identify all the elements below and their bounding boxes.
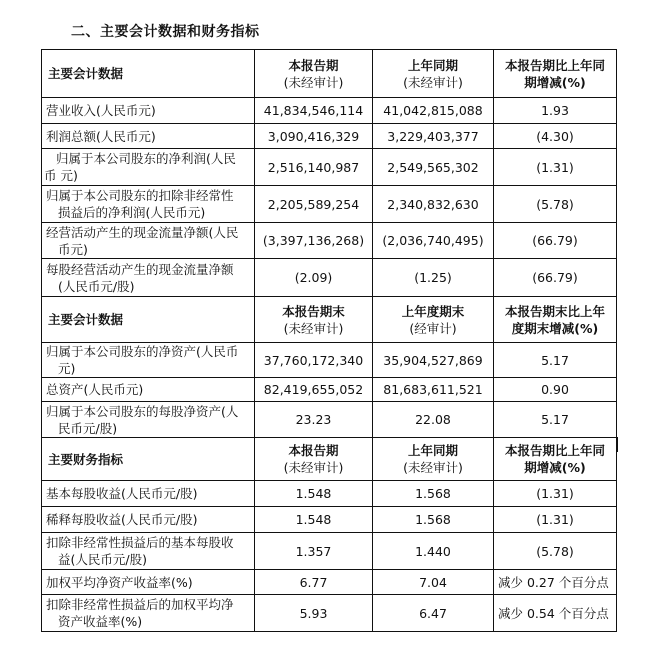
row-label-line1: 归属于本公司股东的每股净资产(人 — [46, 403, 239, 419]
row-label-line1: 营业收入(人民币元) — [46, 103, 156, 118]
header-change-line1: 本报告期比上年同 — [504, 443, 605, 458]
row-change: 减少 0.54 个百分点 — [494, 595, 617, 632]
row-prior: 3,229,403,377 — [373, 124, 494, 149]
header-current-sub: (未经审计) — [283, 460, 344, 475]
header-current-main: 本报告期 — [288, 57, 339, 73]
row-label-line1: 总资产(人民币元) — [46, 382, 144, 397]
row-change: (66.79) — [494, 259, 617, 297]
row-prior: 2,549,565,302 — [373, 149, 494, 186]
row-current: (2.09) — [255, 259, 373, 297]
row-current: 23.23 — [255, 402, 373, 438]
row-current: 41,834,546,114 — [255, 98, 373, 124]
header-prior-main: 上年度期末 — [401, 303, 465, 319]
row-label-line2: 币元) — [58, 241, 88, 257]
row-label — [42, 378, 255, 402]
header-current — [255, 438, 373, 481]
row-label — [42, 98, 255, 124]
table-header-row — [42, 50, 617, 98]
table-header-row — [42, 297, 617, 343]
row-label-line1: 基本每股收益(人民币元/股) — [46, 486, 198, 501]
row-change: (5.78) — [494, 533, 617, 570]
row-prior: 2,340,832,630 — [373, 186, 494, 223]
row-change: 1.93 — [494, 98, 617, 124]
text-cursor — [616, 437, 618, 452]
row-prior: 1.568 — [373, 507, 494, 533]
table-row — [42, 259, 617, 297]
row-prior: 6.47 — [373, 595, 494, 632]
header-prior-sub: (未经审计) — [403, 460, 463, 475]
row-label — [42, 223, 255, 259]
row-current: 3,090,416,329 — [255, 124, 373, 149]
row-change: 5.17 — [494, 402, 617, 438]
row-label — [42, 186, 255, 223]
row-label-line1: 归属于本公司股东的净资产(人民币 — [46, 344, 239, 359]
row-prior: 22.08 — [373, 402, 494, 438]
financial-data-table — [41, 49, 617, 632]
header-prior-sub: (经审计) — [409, 320, 457, 336]
header-label: 主要财务指标 — [42, 438, 255, 481]
row-prior: (2,036,740,495) — [373, 223, 494, 259]
header-current — [255, 297, 373, 343]
row-current: 2,205,589,254 — [255, 186, 373, 223]
row-label — [42, 595, 255, 632]
row-label — [42, 533, 255, 570]
row-change: (1.31) — [494, 149, 617, 186]
table-row — [42, 507, 617, 533]
header-current — [255, 50, 373, 98]
header-change — [494, 50, 617, 98]
header-current-sub: (未经审计) — [283, 74, 344, 90]
row-change: (1.31) — [494, 481, 617, 507]
row-current: 6.77 — [255, 570, 373, 595]
table-row — [42, 570, 617, 595]
row-change: (66.79) — [494, 223, 617, 259]
row-label — [42, 481, 255, 507]
row-current: (3,397,136,268) — [255, 223, 373, 259]
row-prior: 1.440 — [373, 533, 494, 570]
row-current: 1.357 — [255, 533, 373, 570]
header-prior — [373, 297, 494, 343]
header-label: 主要会计数据 — [42, 50, 255, 98]
row-label — [42, 259, 255, 297]
row-change: 5.17 — [494, 343, 617, 378]
row-prior: 41,042,815,088 — [373, 98, 494, 124]
row-current: 2,516,140,987 — [255, 149, 373, 186]
row-label-line2: (人民币元/股) — [58, 278, 135, 294]
table-row — [42, 149, 617, 186]
row-label — [42, 402, 255, 438]
table-header-row — [42, 438, 617, 481]
row-label-line1: 归属于本公司股东的扣除非经常性 — [46, 188, 234, 203]
row-prior: 7.04 — [373, 570, 494, 595]
header-prior-sub: (未经审计) — [403, 74, 463, 90]
header-change-line1: 本报告期末比上年 — [504, 303, 605, 319]
row-label — [42, 343, 255, 378]
row-current: 37,760,172,340 — [255, 343, 373, 378]
row-label-line1: 稀释每股收益(人民币元/股) — [46, 512, 198, 527]
header-current-sub: (未经审计) — [283, 320, 344, 336]
header-label: 主要会计数据 — [42, 297, 255, 343]
table-row — [42, 124, 617, 149]
row-current: 1.548 — [255, 507, 373, 533]
table-row — [42, 98, 617, 124]
row-current: 82,419,655,052 — [255, 378, 373, 402]
row-label-line1: 加权平均净资产收益率(%) — [46, 574, 193, 590]
header-current-main: 本报告期 — [288, 443, 339, 458]
row-label — [42, 507, 255, 533]
header-prior — [373, 438, 494, 481]
header-change-line2: 期增减(%) — [524, 460, 586, 475]
row-change: 减少 0.27 个百分点 — [494, 570, 617, 595]
row-change: (4.30) — [494, 124, 617, 149]
row-current: 1.548 — [255, 481, 373, 507]
row-change: (5.78) — [494, 186, 617, 223]
row-label-line2: 资产收益率(%) — [58, 614, 143, 629]
table-row — [42, 595, 617, 632]
row-prior: 1.568 — [373, 481, 494, 507]
row-change: (1.31) — [494, 507, 617, 533]
header-change — [494, 297, 617, 343]
header-change-line1: 本报告期比上年同 — [504, 57, 605, 73]
header-change — [494, 438, 617, 481]
row-prior: 35,904,527,869 — [373, 343, 494, 378]
section-title: 二、主要会计数据和财务指标 — [71, 24, 260, 40]
row-label-line2: 益(人民币元/股) — [58, 552, 147, 567]
table-row — [42, 533, 617, 570]
table-row — [42, 402, 617, 438]
header-prior-main: 上年同期 — [407, 443, 458, 458]
row-label — [42, 570, 255, 595]
table-row — [42, 378, 617, 402]
table-row — [42, 343, 617, 378]
row-current: 5.93 — [255, 595, 373, 632]
row-label-line2: 币 元) — [44, 168, 78, 183]
row-label — [42, 149, 255, 186]
table-row — [42, 223, 617, 259]
row-label-line1: 归属于本公司股东的净利润(人民 — [56, 151, 236, 166]
row-label — [42, 124, 255, 149]
row-label-line2: 损益后的净利润(人民币元) — [58, 205, 206, 220]
table-row — [42, 186, 617, 223]
row-label-line1: 扣除非经常性损益后的加权平均净 — [46, 597, 234, 612]
header-change-line2: 度期末增减(%) — [511, 320, 599, 336]
row-label-line2: 民币元/股) — [58, 420, 118, 436]
row-change: 0.90 — [494, 378, 617, 402]
header-current-main: 本报告期末 — [282, 303, 345, 319]
row-label-line2: 元) — [58, 361, 76, 376]
table-row — [42, 481, 617, 507]
row-label-line1: 经营活动产生的现金流量净额(人民 — [46, 224, 239, 240]
header-prior — [373, 50, 494, 98]
row-prior: (1.25) — [373, 259, 494, 297]
row-label-line1: 每股经营活动产生的现金流量净额 — [46, 261, 234, 277]
header-change-line2: 期增减(%) — [524, 74, 586, 90]
row-prior: 81,683,611,521 — [373, 378, 494, 402]
row-label-line1: 扣除非经常性损益后的基本每股收 — [46, 535, 234, 550]
row-label-line1: 利润总额(人民币元) — [46, 128, 156, 144]
header-prior-main: 上年同期 — [407, 57, 458, 73]
